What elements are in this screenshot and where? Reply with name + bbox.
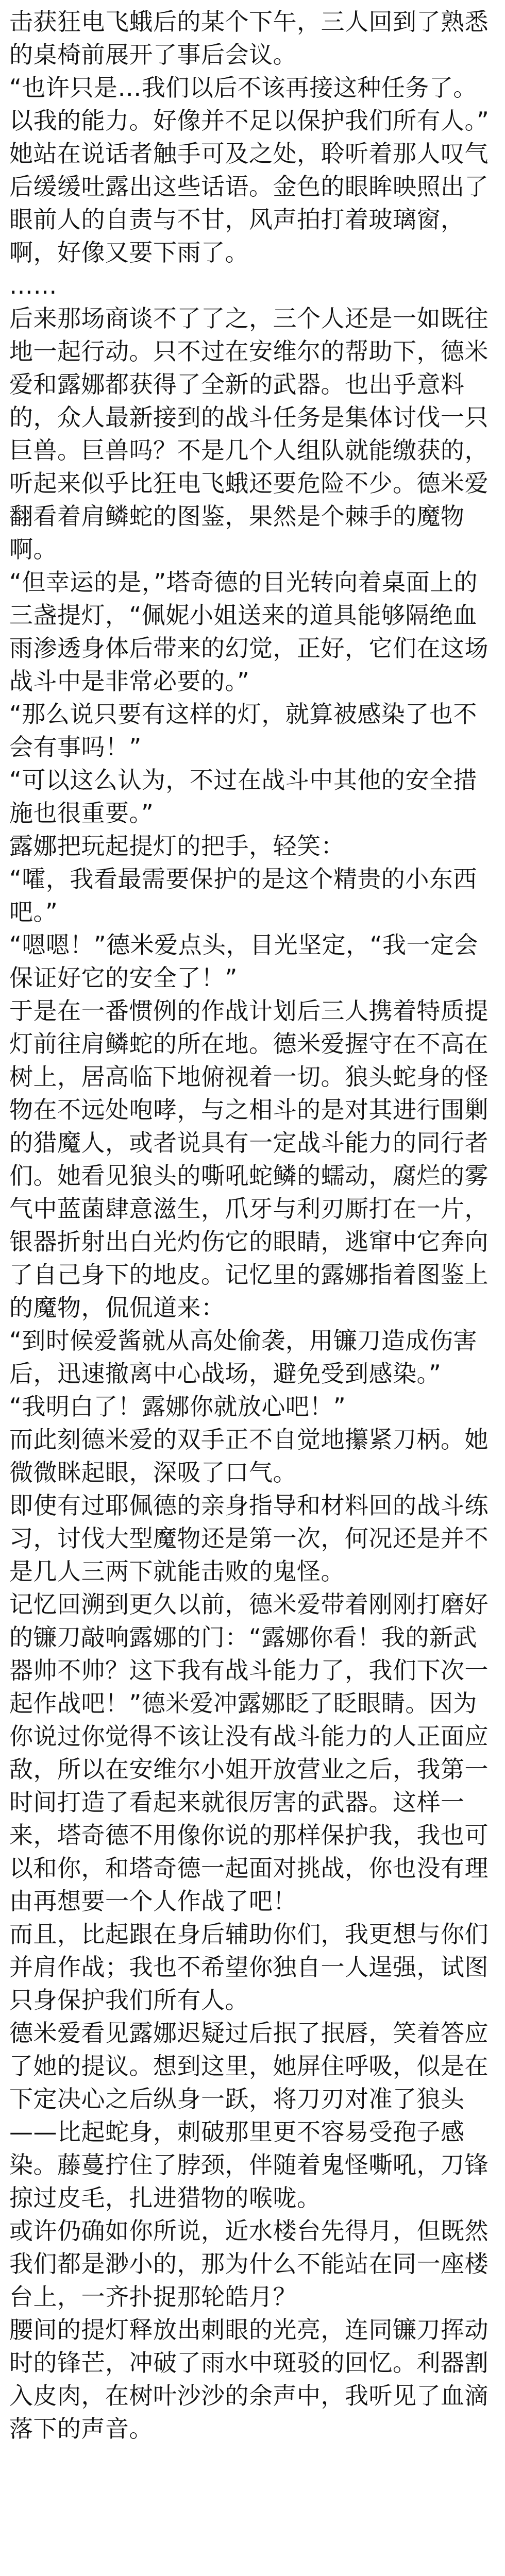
story-paragraph: “但幸运的是，”塔奇德的目光转向着桌面上的三盏提灯，“佩妮小姐送来的道具能够隔绝血雨渗透身体后带来的幻觉，正好，它们在这场战斗中是非常必要的。”	[9, 568, 489, 695]
story-paragraph: “到时候爱酱就从高处偷袭，用镰刀造成伤害后，迅速撤离中心战场，避免受到感染。”	[9, 1327, 477, 1387]
story-paragraph: “我明白了！露娜你就放心吧！”	[9, 1393, 346, 1420]
story-paragraph: “那么说只要有这样的灯，就算被感染了也不会有事吗！”	[9, 700, 477, 761]
story-paragraph: 击获狂电飞蛾后的某个下午，三人回到了熟悉的桌椅前展开了事后会议。	[9, 8, 489, 69]
story-paragraph: “可以这么认为，不过在战斗中其他的安全措施也很重要。”	[9, 766, 477, 827]
story-paragraph: “也许只是…我们以后不该再接这种任务了。以我的能力。好像并不足以保护我们所有人。”	[9, 74, 490, 134]
scene-break: ……	[9, 272, 57, 299]
story-paragraph: 记忆回溯到更久以前，德米爱带着刚刚打磨好的镰刀敲响露娜的门：“露娜你看！我的新武器帅不帅？这下我有战斗能力了，我们下次一起作战吧！”德米爱冲露娜眨了眨眼睛。因为你说过你觉得不该让没有战斗能力的人正面应敌，所以在安维尔小姐开放营业之后，我第一时间打造了看起来就很厉害的武器。这样一来，塔奇德不用像你说的那样保护我，我也可以和你，和塔奇德一起面对挑战，你也没有理由再想要一个人作战了吧！	[9, 1590, 489, 1915]
story-article	[9, 5, 496, 2445]
story-paragraph: 德米爱看见露娜迟疑过后抿了抿唇，笑着答应了她的提议。想到这里，她屏住呼吸，似是在下定决心之后纵身一跃，将刀刃对准了狼头——比起蛇身，刺破那里更不容易受孢子感染。藤蔓拧住了脖颈，伴随着鬼怪嘶吼，刀锋掠过皮毛，扎进猎物的喉咙。	[9, 2019, 489, 2212]
story-paragraph: 而且，比起跟在身后辅助你们，我更想与你们并肩作战；我也不希望你独自一人逞强，试图只身保护我们所有人。	[9, 1920, 489, 2014]
story-paragraph: 而此刻德米爱的双手正不自觉地攥紧刀柄。她微微眯起眼，深吸了口气。	[9, 1426, 489, 1486]
story-paragraph: 后来那场商谈不了了之，三个人还是一如既往地一起行动。只不过在安维尔的帮助下，德米爱和露娜都获得了全新的武器。也出乎意料的，众人最新接到的战斗任务是集体讨伐一只巨兽。巨兽吗？不是几个人组队就能缴获的，听起来似乎比狂电飞蛾还要危险不少。德米爱翻看着肩鳞蛇的图鉴，果然是个棘手的魔物啊。	[9, 304, 489, 563]
story-paragraph: 她站在说话者触手可及之处，聆听着那人叹气后缓缓吐露出这些话语。金色的眼眸映照出了眼前人的自责与不甘，风声拍打着玻璃窗，啊，好像又要下雨了。	[9, 140, 489, 266]
story-paragraph: 即使有过耶佩德的亲身指导和材料回的战斗练习，讨伐大型魔物还是第一次，何况还是并不是几人三两下就能击败的鬼怪。	[9, 1492, 489, 1585]
story-paragraph: 或许仍确如你所说，近水楼台先得月，但既然我们都是渺小的，那为什么不能站在同一座楼台上，一齐扑捉那轮皓月？	[9, 2217, 489, 2311]
story-paragraph: 于是在一番惯例的作战计划后三人携着特质提灯前往肩鳞蛇的所在地。德米爱握守在不高在树上，居高临下地俯视着一切。狼头蛇身的怪物在不远处咆哮，与之相斗的是对其进行围剿的猎魔人，或者说具有一定战斗能力的同行者们。她看见狼头的嘶吼蛇鳞的蠕动，腐烂的雾气中蓝菌肆意滋生，爪牙与利刃厮打在一片，银器折射出白光灼伤它的眼睛，逃窜中它奔向了自己身下的地皮。记忆里的露娜指着图鉴上的魔物，侃侃道来：	[9, 997, 489, 1321]
story-paragraph: “嚯，我看最需要保护的是这个精贵的小东西吧。”	[9, 865, 477, 926]
story-paragraph: 露娜把玩起提灯的把手，轻笑：	[9, 832, 345, 860]
story-paragraph: 腰间的提灯释放出刺眼的光亮，连同镰刀挥动时的锋芒，冲破了雨水中斑驳的回忆。利器割入皮肉，在树叶沙沙的余声中，我听见了血滴落下的声音。	[9, 2316, 489, 2443]
story-paragraph: “嗯嗯！”德米爱点头，目光坚定，“我一定会保证好它的安全了！”	[9, 931, 478, 992]
